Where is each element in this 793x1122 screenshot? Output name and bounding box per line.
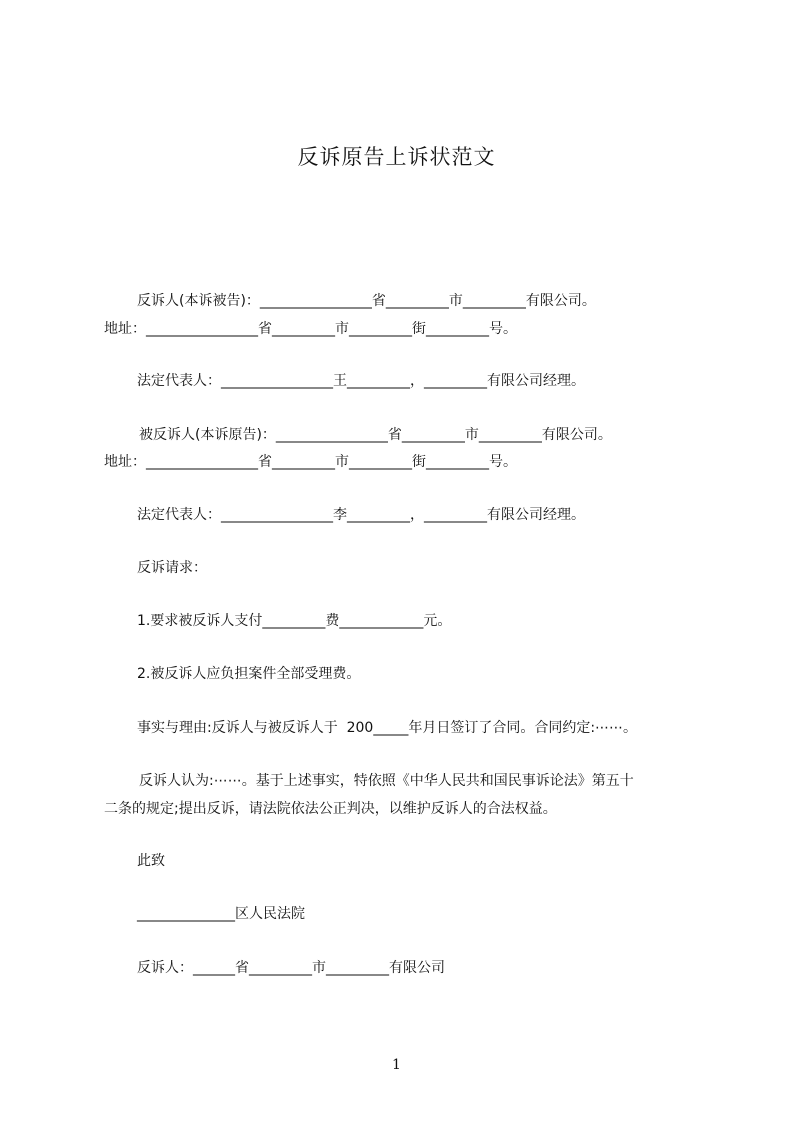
closing-salutation: 此致	[137, 853, 165, 869]
counterclaimant-line: 反诉人(本诉被告)：________________省_________市_________有限公司。	[137, 293, 596, 309]
argument-line-continued: 二条的规定;提出反诉，请法院依法公正判决，以维护反诉人的合法权益。	[104, 801, 557, 817]
court-addressee: ______________区人民法院	[137, 906, 305, 922]
claims-heading: 反诉请求：	[137, 560, 207, 576]
facts-and-reasons: 事实与理由:反诉人与被反诉人于 200_____年月日签订了合同。合同约定:⋯⋯。	[137, 720, 638, 736]
argument-line: 反诉人认为:⋯⋯。基于上述事实，特依照《中华人民共和国民事诉论法》第五十	[139, 773, 634, 789]
page-number: 1	[392, 1057, 401, 1073]
document-title: 反诉原告上诉状范文	[297, 145, 496, 169]
respondent-line: 被反诉人(本诉原告)：________________省_________市_________有限公司。	[139, 427, 612, 443]
counterclaimant-representative: 法定代表人：________________王_________，_________有限公司经理。	[137, 373, 585, 389]
claim-item: 2.被反诉人应负担案件全部受理费。	[137, 666, 361, 682]
respondent-address: 地址：________________省_________市_________街_________号。	[104, 454, 517, 470]
respondent-representative: 法定代表人：________________李_________，_________有限公司经理。	[137, 507, 585, 523]
claim-item: 1.要求被反诉人支付_________费____________元。	[137, 613, 452, 629]
counterclaimant-address: 地址：________________省_________市_________街_________号。	[104, 321, 517, 337]
signature-line: 反诉人：______省_________市_________有限公司	[137, 960, 445, 976]
